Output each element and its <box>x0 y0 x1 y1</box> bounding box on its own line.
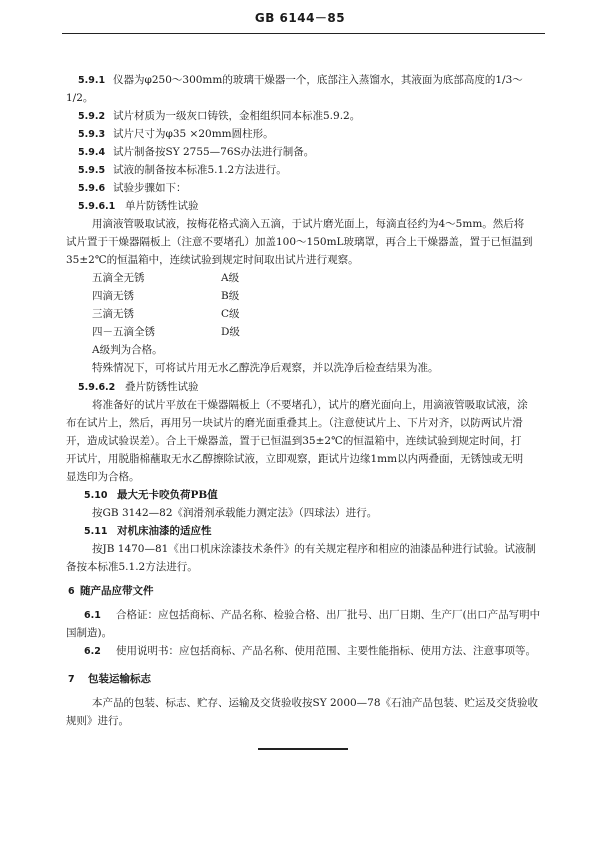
section-7-line-1: 本产品的包装、标志、贮存、运输及交货验收按SY 2000—78《石油产品包装、贮运及交货验收 <box>92 697 539 709</box>
section-5-9-5-text: 试液的制备按本标准5.1.2方法进行。 <box>113 164 287 176</box>
grade-value: C级 <box>221 308 240 320</box>
paragraph-2-line-2: 布在试片上，然后，再用另一块试片的磨光面重叠其上。（注意使试片上、下片对齐，以防两试片滑 <box>66 417 523 429</box>
section-5-9-6-2-number: 5.9.6.2 <box>78 382 116 393</box>
paragraph-1-line-3: 35±2℃的恒温箱中，连续试验到规定时间取出试片进行观察。 <box>66 254 359 266</box>
section-5-10-text: 按GB 3142—82《润滑剂承载能力测定法》（四球法）进行。 <box>92 507 378 519</box>
grade-pass-note: A级判为合格。 <box>92 344 163 356</box>
section-5-11-number: 5.11 <box>84 526 108 537</box>
grade-value: A级 <box>221 272 240 284</box>
section-5-10-title: 最大无卡咬负荷PB值 <box>117 489 218 501</box>
section-5-9-6-text: 试验步骤如下： <box>113 182 187 194</box>
section-5-9-6-number: 5.9.6 <box>78 183 106 194</box>
grade-label: 三滴无锈 <box>92 308 134 320</box>
section-5-9-5-number: 5.9.5 <box>78 165 106 176</box>
section-5-9-4-text: 试片制备按SY 2755—76S办法进行制备。 <box>113 146 315 158</box>
section-5-9-2-number: 5.9.2 <box>78 111 106 122</box>
section-6-number: 6 <box>68 586 75 597</box>
grade-value: D级 <box>221 326 240 338</box>
section-5-11-line-1: 按JB 1470—81《出口机床涂漆技术条件》的有关规定程序和相应的油漆品种进行试验。试液制 <box>92 543 536 555</box>
page-header: GB 6144－85 <box>254 11 346 25</box>
section-6-1-line-2: 国制造)。 <box>66 627 113 639</box>
section-5-9-3-text: 试片尺寸为φ35 ×20mm圆柱形。 <box>113 128 274 140</box>
section-6-1-line-1: 合格证：应包括商标、产品名称、检验合格、出厂批号、出厂日期、生产厂(出口产品写明中 <box>116 609 541 621</box>
header-rule <box>62 33 545 34</box>
section-5-11-line-2: 备按本标准5.1.2方法进行。 <box>66 561 198 573</box>
section-5-9-1-number: 5.9.1 <box>78 75 106 86</box>
paragraph-2-line-4: 开试片，用脱脂棉蘸取无水乙醇擦除试液，立即观察，距试片边缘1mm以内两叠面，无锈蚀或无明 <box>66 453 524 465</box>
section-7-title: 包装运输标志 <box>88 673 151 685</box>
grade-label: 四滴无锈 <box>92 290 134 302</box>
section-6-title: 随产品应带文件 <box>80 585 154 597</box>
paragraph-1-line-2: 试片置于干燥器隔板上（注意不要堵孔）加盖100～150mL玻璃罩，再合上干燥器盖，置于已恒温到 <box>66 236 533 248</box>
section-6-2-number: 6.2 <box>84 646 101 657</box>
paragraph-2-line-3: 开，造成试验误差）。合上干燥器盖，置于已恒温到35±2℃的恒温箱中，连续试验到规定时间，打 <box>66 435 522 447</box>
section-7-number: 7 <box>68 674 75 685</box>
section-7-line-2: 规则》进行。 <box>66 715 129 727</box>
grade-label: 五滴全无锈 <box>92 272 145 284</box>
grade-value: B级 <box>221 290 240 302</box>
section-6-1-number: 6.1 <box>84 610 101 621</box>
section-6-2-text: 使用说明书：应包括商标、产品名称、使用范围、主要性能指标、使用方法、注意事项等。 <box>116 645 536 657</box>
section-5-9-3-number: 5.9.3 <box>78 129 106 140</box>
end-rule <box>258 748 348 750</box>
paragraph-2-line-1: 将准备好的试片平放在干燥器隔板上（不要堵孔），试片的磨光面向上，用滴液管吸取试液，涂 <box>92 399 528 411</box>
section-5-9-6-2-title: 叠片防锈性试验 <box>125 381 199 393</box>
section-5-9-4-number: 5.9.4 <box>78 147 106 158</box>
special-case-note: 特殊情况下，可将试片用无水乙醇洗净后观察，并以洗净后检查结果为准。 <box>92 362 439 374</box>
section-5-9-6-1-number: 5.9.6.1 <box>78 201 116 212</box>
section-5-9-1-text-cont: 1/2。 <box>66 92 94 104</box>
section-5-9-6-1-title: 单片防锈性试验 <box>125 200 199 212</box>
section-5-9-1-text: 仪器为φ250～300mm的玻璃干燥器一个，底部注入蒸馏水，其液面为底部高度的1/3～ <box>113 74 523 86</box>
section-5-9-2-text: 试片材质为一级灰口铸铁，金相组织同本标准5.9.2。 <box>113 110 361 122</box>
grade-label: 四－五滴全锈 <box>92 326 155 338</box>
section-5-11-title: 对机床油漆的适应性 <box>117 525 212 537</box>
paragraph-1-line-1: 用滴液管吸取试液，按梅花格式滴入五滴，于试片磨光面上，每滴直径约为4～5mm。然后将 <box>92 218 525 230</box>
section-5-10-number: 5.10 <box>84 490 108 501</box>
paragraph-2-line-5: 显迭印为合格。 <box>66 471 140 483</box>
